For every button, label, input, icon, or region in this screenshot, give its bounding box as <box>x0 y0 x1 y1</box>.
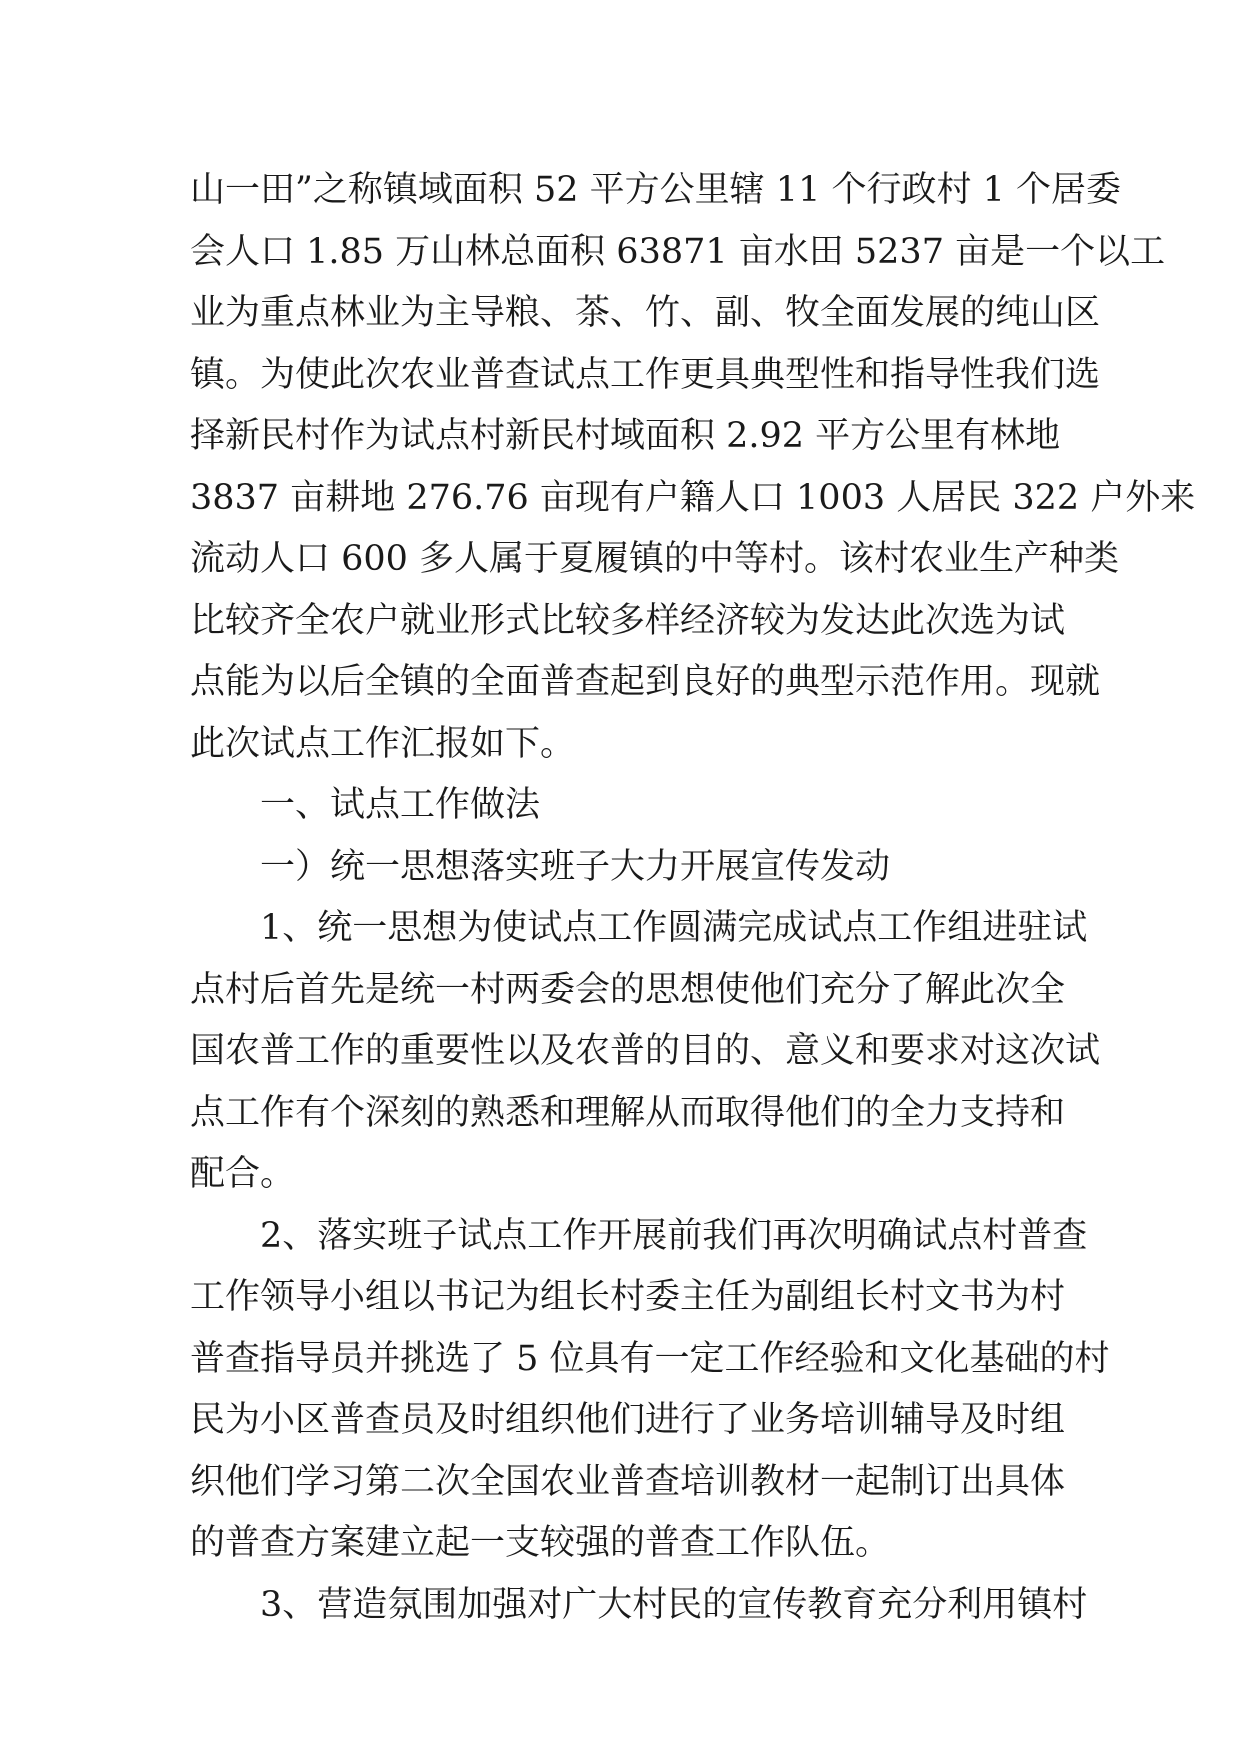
document-body <box>190 160 1196 1636</box>
text-line: 择新民村作为试点村新民村域面积 2.92 平方公里有林地 <box>190 416 1061 456</box>
text-line: 会人口 1.85 万山林总面积 63871 亩水田 5237 亩是一个以工 <box>190 231 1166 272</box>
paragraph-item-3 <box>190 1575 1088 1637</box>
text-line: 工作领导小组以书记为组长村委主任为副组长村文书为村 <box>190 1277 1066 1317</box>
text-line: 配合。 <box>190 1154 296 1194</box>
heading-text: 一）统一思想落实班子大力开展宣传发动 <box>260 846 891 887</box>
text-line: 点村后首先是统一村两委会的思想使他们充分了解此次全 <box>190 969 1066 1010</box>
text-line: 业为重点林业为主导粮、茶、竹、副、牧全面发展的纯山区 <box>190 293 1101 333</box>
text-line: 民为小区普查员及时组织他们进行了业务培训辅导及时组 <box>190 1400 1066 1440</box>
text-line: 3、营造氛围加强对广大村民的宣传教育充分利用镇村 <box>260 1584 1088 1625</box>
text-line: 流动人口 600 多人属于夏履镇的中等村。该村农业生产种类 <box>190 539 1120 579</box>
text-line: 比较齐全农户就业形式比较多样经济较为发达此次选为试 <box>190 600 1066 641</box>
section-heading <box>190 775 1050 837</box>
text-line: 此次试点工作汇报如下。 <box>190 723 576 764</box>
text-line: 织他们学习第二次全国农业普查培训教材一起制订出具体 <box>190 1461 1066 1502</box>
heading-text: 一、试点工作做法 <box>260 785 541 825</box>
text-line: 国农普工作的重要性以及农普的目的、意义和要求对这次试 <box>190 1031 1101 1071</box>
text-line: 2、落实班子试点工作开展前我们再次明确试点村普查 <box>260 1215 1088 1256</box>
text-line: 山一田”之称镇域面积 52 平方公里辖 11 个行政村 1 个居委 <box>190 170 1121 210</box>
text-line: 的普查方案建立起一支较强的普查工作队伍。 <box>190 1523 891 1563</box>
paragraph-intro <box>190 160 1196 775</box>
text-line: 1、统一思想为使试点工作圆满完成试点工作组进驻试 <box>260 908 1088 948</box>
text-line: 镇。为使此次农业普查试点工作更具典型性和指导性我们选 <box>190 354 1101 395</box>
subsection-heading <box>190 837 1050 899</box>
text-line: 普查指导员并挑选了 5 位具有一定工作经验和文化基础的村 <box>190 1338 1110 1379</box>
paragraph-item-2 <box>190 1206 1110 1575</box>
text-line: 点工作有个深刻的熟悉和理解从而取得他们的全力支持和 <box>190 1092 1066 1133</box>
text-line: 3837 亩耕地 276.76 亩现有户籍人口 1003 人居民 322 户外来 <box>190 477 1196 518</box>
paragraph-item-1 <box>190 898 1101 1206</box>
text-line: 点能为以后全镇的全面普查起到良好的典型示范作用。现就 <box>190 662 1101 702</box>
